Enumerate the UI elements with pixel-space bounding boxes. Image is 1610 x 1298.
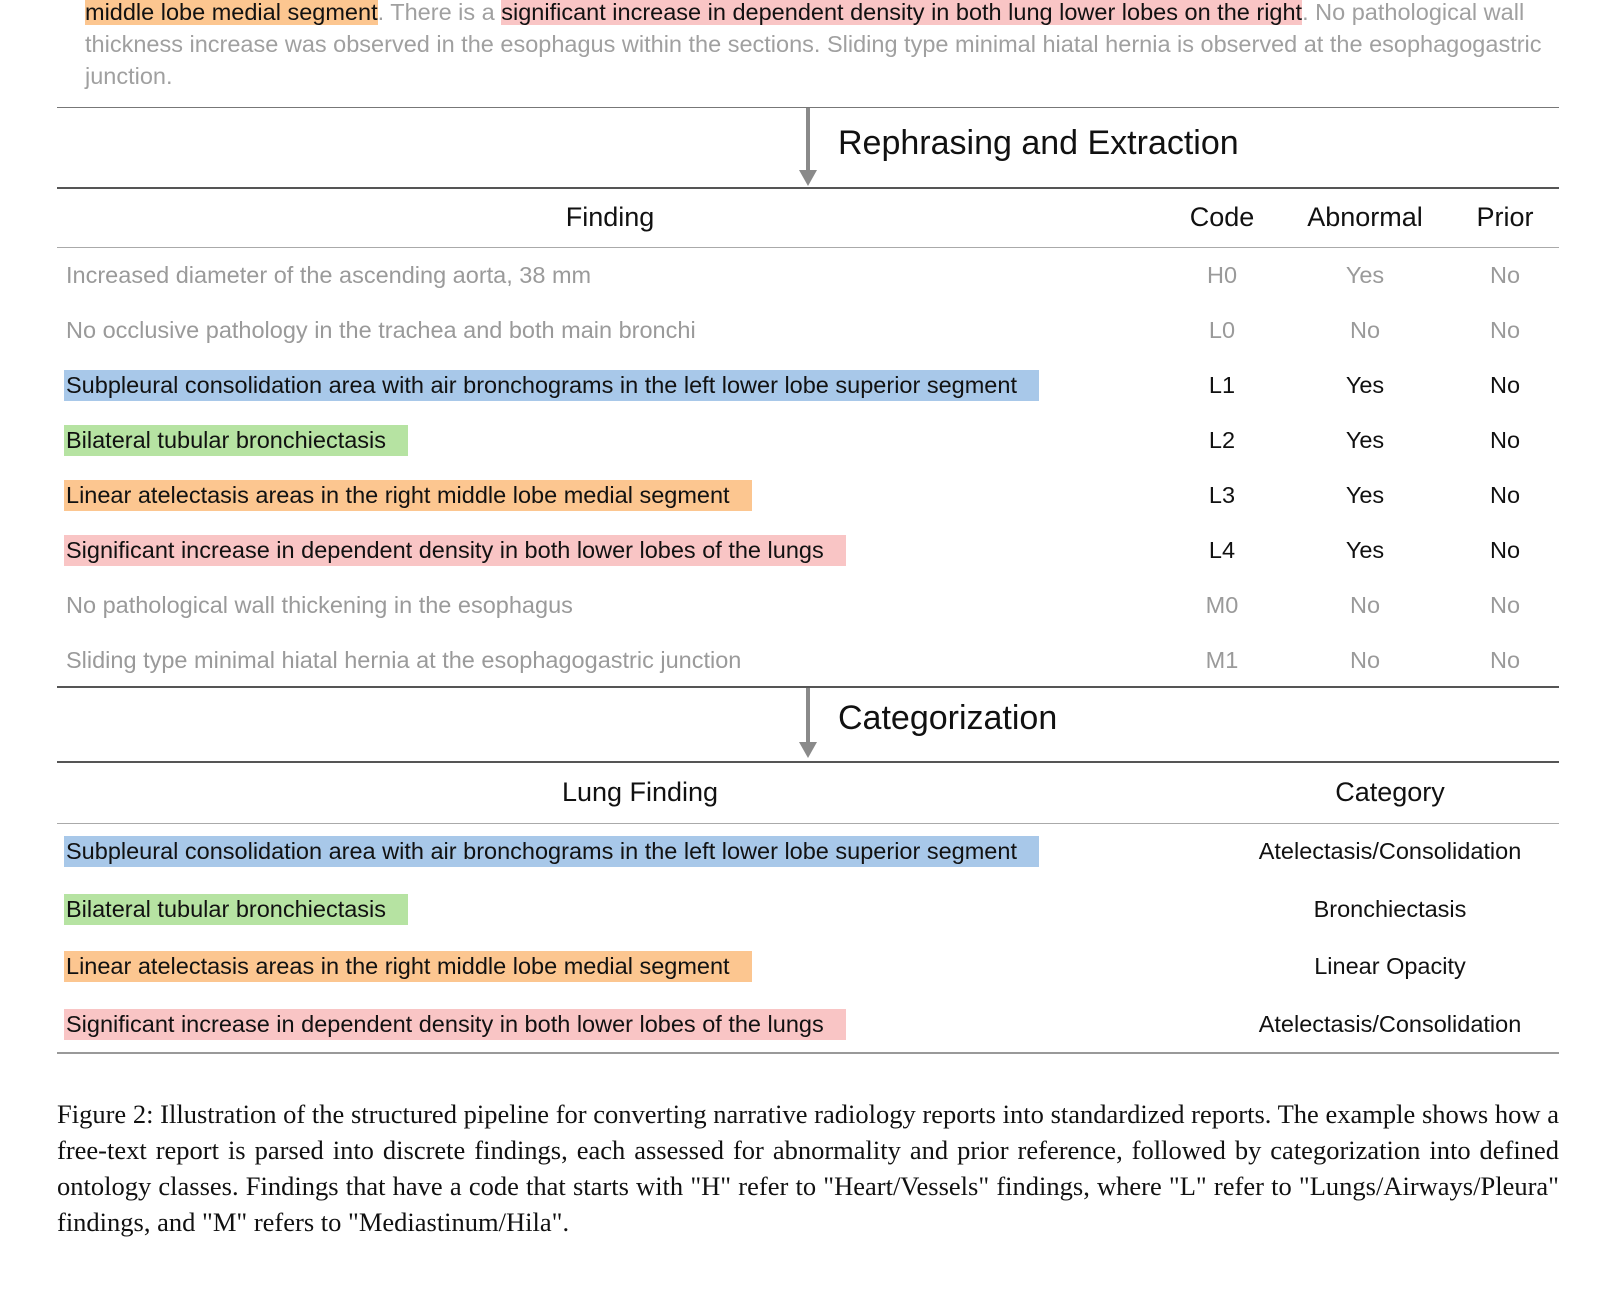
prior-cell: No [1489, 427, 1521, 453]
code-cell: M0 [1205, 592, 1239, 618]
abnormal-cell: Yes [1345, 262, 1385, 288]
report-text [85, 0, 1545, 92]
divider [57, 1052, 1559, 1054]
category-cell: Atelectasis/Consolidation [1258, 1010, 1522, 1037]
header-category: Category [1335, 777, 1445, 807]
report-text-plain: . No pathological wall thickness increase was observed in the esophagus within the sections. Sliding type minimal hiatal hernia is observed at the esophagogastric junction. [85, 0, 1542, 89]
prior-cell: No [1489, 592, 1521, 618]
code-cell: L3 [1208, 482, 1236, 508]
finding-cell: Significant increase in dependent density in both lower lobes of the lungs [64, 535, 846, 566]
divider [57, 187, 1559, 189]
stage-title: Rephrasing and Extraction [838, 124, 1239, 162]
highlight-pink: significant increase in dependent density in both lung lower lobes on the right [501, 0, 1303, 25]
category-cell: Atelectasis/Consolidation [1258, 838, 1522, 864]
arrowhead-icon [799, 170, 817, 186]
header-finding: Finding [565, 202, 655, 232]
abnormal-cell: Yes [1345, 427, 1385, 453]
finding-cell: Linear atelectasis areas in the right middle lobe medial segment [64, 480, 752, 511]
header-code: Code [1189, 202, 1255, 232]
abnormal-cell: No [1349, 317, 1381, 343]
highlight-orange: middle lobe medial segment [85, 0, 378, 25]
lung-finding-cell: Subpleural consolidation area with air bronchograms in the left lower lobe superior segment [64, 836, 1039, 867]
finding-cell: Bilateral tubular bronchiectasis [64, 425, 408, 456]
code-cell: L4 [1208, 537, 1236, 563]
code-cell: M1 [1205, 647, 1239, 673]
arrow-down-icon [806, 108, 810, 172]
header-prior: Prior [1476, 202, 1534, 232]
arrowhead-icon [799, 742, 817, 758]
category-cell: Bronchiectasis [1313, 895, 1467, 922]
lung-finding-cell: Significant increase in dependent density in both lower lobes of the lungs [64, 1009, 846, 1040]
finding-cell: Subpleural consolidation area with air bronchograms in the left lower lobe superior segment [64, 370, 1039, 401]
prior-cell: No [1489, 537, 1521, 563]
code-cell: L0 [1208, 317, 1236, 343]
prior-cell: No [1489, 482, 1521, 508]
prior-cell: No [1489, 372, 1521, 398]
arrow-down-icon [806, 688, 810, 744]
divider [57, 823, 1559, 824]
stage-title: Categorization [838, 699, 1058, 737]
figure-caption: Figure 2: Illustration of the structured pipeline for converting narrative radiology reports into standardized reports. The example shows how a free-text report is parsed into discrete findings, each assessed for abnormality and prior reference, followed by categorization into defined ontology classes. Findings that have a code that starts with "H" refer to "Heart/Vessels" findings, where "L" refer to "Lungs/Airways/Pleura" findings, and "M" refers to "Mediastinum/Hila". [57, 1099, 1559, 1237]
prior-cell: No [1489, 262, 1521, 288]
abnormal-cell: Yes [1345, 372, 1385, 398]
prior-cell: No [1489, 647, 1521, 673]
code-cell: L1 [1208, 372, 1236, 398]
code-cell: H0 [1206, 262, 1238, 288]
lung-finding-cell: Linear atelectasis areas in the right middle lobe medial segment [64, 951, 752, 982]
report-text-plain: . There is a [377, 0, 502, 25]
prior-cell: No [1489, 317, 1521, 343]
category-cell: Linear Opacity [1314, 953, 1466, 979]
finding-cell: Sliding type minimal hiatal hernia at the esophagogastric junction [66, 647, 742, 673]
abnormal-cell: Yes [1345, 537, 1385, 563]
abnormal-cell: No [1349, 647, 1381, 673]
abnormal-cell: No [1349, 592, 1381, 618]
header-lung-finding: Lung Finding [561, 777, 719, 807]
finding-cell: Increased diameter of the ascending aorta, 38 mm [66, 262, 592, 288]
header-abnormal: Abnormal [1307, 202, 1423, 232]
divider [57, 247, 1559, 248]
divider [57, 761, 1559, 763]
finding-cell: No occlusive pathology in the trachea and both main bronchi [66, 317, 696, 343]
finding-cell: No pathological wall thickening in the esophagus [66, 592, 573, 618]
abnormal-cell: Yes [1345, 482, 1385, 508]
lung-finding-cell: Bilateral tubular bronchiectasis [64, 894, 408, 925]
code-cell: L2 [1208, 427, 1236, 453]
